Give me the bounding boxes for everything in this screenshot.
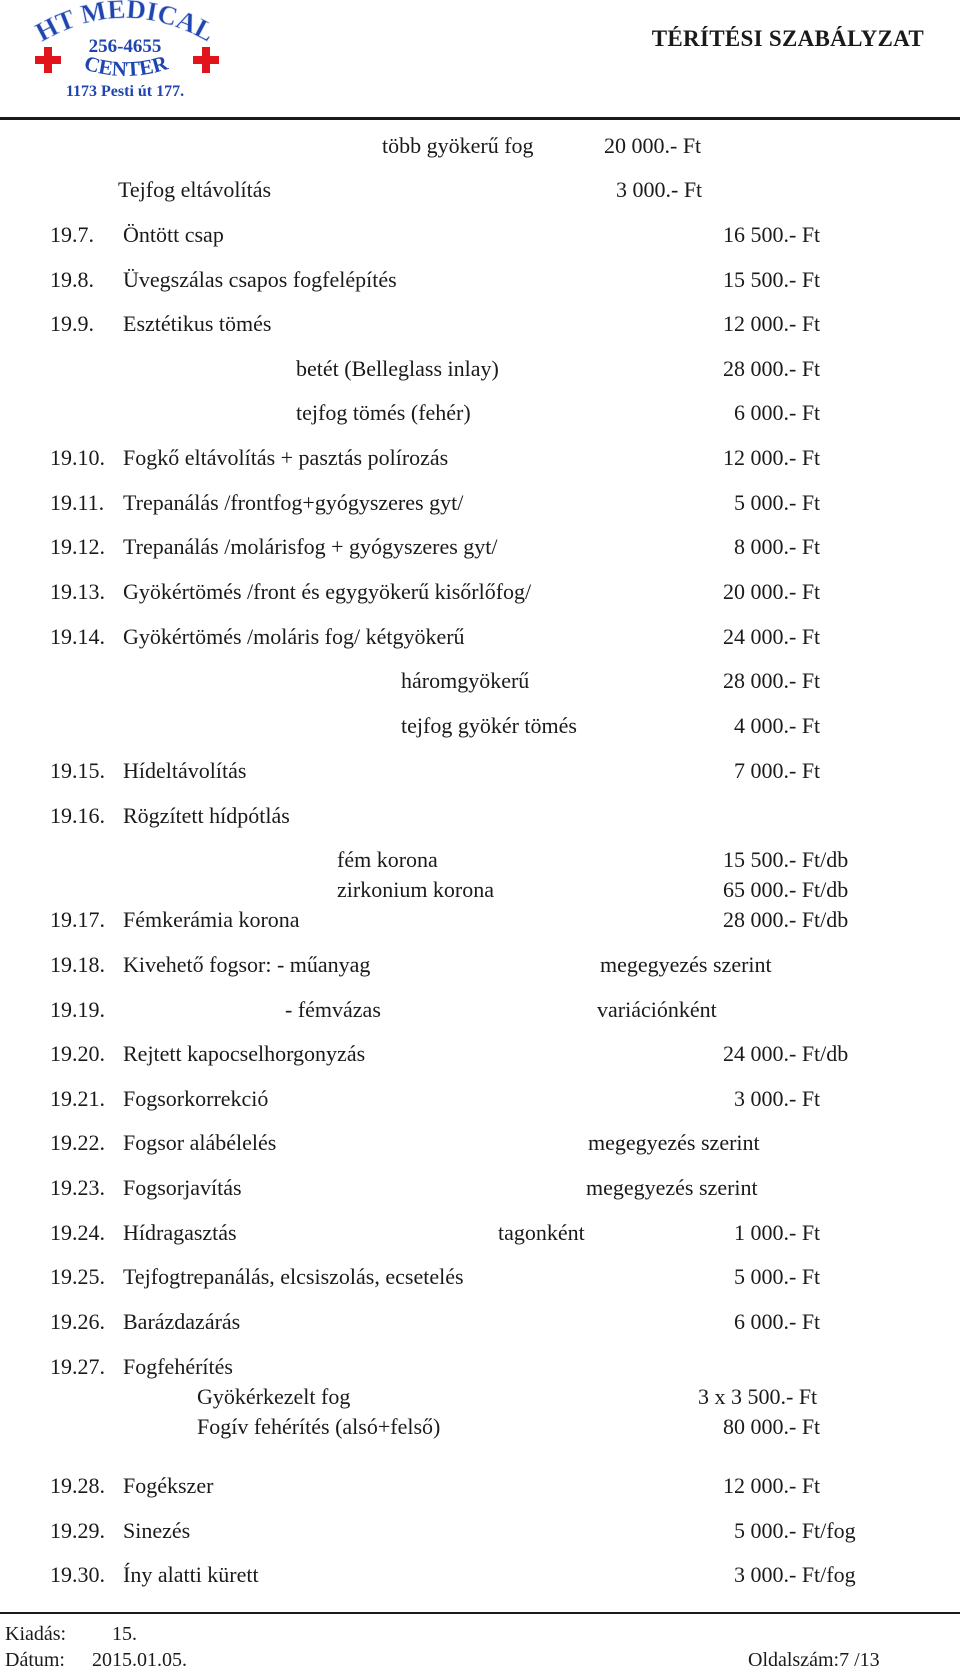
row-31-price: 12 000.- Ft [723, 1473, 821, 1498]
row-7-num: 19.10. [50, 445, 105, 470]
row-29-price: 3 x 3 500.- Ft [698, 1384, 818, 1409]
row-23-label: Fogsor alábélelés [123, 1130, 277, 1155]
row-5-price: 28 000.- Ft [723, 356, 821, 381]
row-5-sub: betét (Belleglass inlay) [296, 356, 499, 381]
row-0-price: 20 000.- Ft [604, 133, 702, 158]
row-16-sub: fém korona [337, 847, 438, 872]
row-13-sub: tejfog gyökér tömés [401, 713, 577, 738]
row-4-num: 19.9. [50, 311, 94, 336]
row-27-price: 6 000.- Ft [734, 1309, 821, 1334]
row-18-price: 28 000.- Ft/db [723, 907, 849, 932]
row-28-label: Fogfehérítés [123, 1354, 233, 1379]
row-3-num: 19.8. [50, 267, 94, 292]
row-7-label: Fogkő eltávolítás + pasztás polírozás [123, 445, 449, 470]
ht-medical-center-logo [30, 0, 220, 104]
row-18-label: Fémkerámia korona [123, 907, 300, 932]
row-24-price: megegyezés szerint [586, 1175, 758, 1200]
row-8-num: 19.11. [50, 490, 105, 515]
row-2-label: Öntött csap [123, 222, 224, 247]
row-8-label: Trepanálás /frontfog+gyógyszeres gyt/ [123, 490, 464, 515]
row-17-sub: zirkonium korona [337, 877, 495, 902]
row-19-num: 19.18. [50, 952, 105, 977]
footer-date-label: Dátum: [5, 1649, 65, 1671]
row-6-sub: tejfog tömés (fehér) [296, 400, 471, 425]
row-32-price: 5 000.- Ft/fog [734, 1518, 856, 1543]
footer-page-number: Oldalszám:7 /13 [748, 1649, 880, 1671]
row-22-num: 19.21. [50, 1086, 105, 1111]
row-27-label: Barázdazárás [123, 1309, 241, 1334]
row-12-sub: háromgyökerű [401, 668, 530, 693]
row-26-num: 19.25. [50, 1264, 105, 1289]
row-14-num: 19.15. [50, 758, 105, 783]
row-1-label: Tejfog eltávolítás [118, 177, 272, 202]
row-7-price: 12 000.- Ft [723, 445, 821, 470]
row-0-sub: több gyökerű fog [382, 133, 534, 158]
row-24-num: 19.23. [50, 1175, 105, 1200]
row-28-num: 19.27. [50, 1354, 105, 1379]
row-19-label: Kivehető fogsor: - műanyag [123, 952, 371, 977]
red-cross-icon-right [193, 47, 219, 73]
row-11-label: Gyökértömés /moláris fog/ kétgyökerű [123, 624, 465, 649]
row-6-price: 6 000.- Ft [734, 400, 821, 425]
row-33-price: 3 000.- Ft/fog [734, 1562, 856, 1587]
row-21-num: 19.20. [50, 1041, 105, 1066]
row-10-num: 19.13. [50, 579, 105, 604]
header-divider [0, 117, 960, 120]
document-title: TÉRÍTÉSI SZABÁLYZAT [651, 26, 924, 51]
row-23-price: megegyezés szerint [588, 1130, 760, 1155]
row-10-label: Gyökértömés /front és egygyökerű kisőrlőfog/ [123, 579, 532, 604]
row-25-sub: tagonként [498, 1220, 585, 1245]
footer-date-value: 2015.01.05. [92, 1649, 187, 1671]
row-4-label: Esztétikus tömés [123, 311, 272, 336]
row-21-price: 24 000.- Ft/db [723, 1041, 849, 1066]
row-11-num: 19.14. [50, 624, 105, 649]
row-30-price: 80 000.- Ft [723, 1414, 821, 1439]
row-23-num: 19.22. [50, 1130, 105, 1155]
row-31-label: Fogékszer [123, 1473, 214, 1498]
row-15-num: 19.16. [50, 803, 105, 828]
row-32-num: 19.29. [50, 1518, 105, 1543]
row-9-label: Trepanálás /molárisfog + gyógyszeres gyt/ [123, 534, 498, 559]
row-4-price: 12 000.- Ft [723, 311, 821, 336]
row-1-price: 3 000.- Ft [616, 177, 703, 202]
row-13-price: 4 000.- Ft [734, 713, 821, 738]
footer-divider [0, 1612, 960, 1614]
red-cross-icon-left [35, 47, 61, 73]
logo-brand-text: HT MEDICAL [30, 0, 220, 48]
row-33-num: 19.30. [50, 1562, 105, 1587]
row-19-price: megegyezés szerint [600, 952, 772, 977]
row-20-num: 19.19. [50, 997, 105, 1022]
logo-phone-text: 256-4655 [88, 36, 162, 57]
row-14-price: 7 000.- Ft [734, 758, 821, 783]
row-25-label: Hídragasztás [123, 1220, 237, 1245]
footer-issue-value: 15. [112, 1623, 137, 1645]
row-3-label: Üvegszálas csapos fogfelépítés [123, 267, 397, 292]
row-12-price: 28 000.- Ft [723, 668, 821, 693]
row-20-price: variációnként [597, 997, 717, 1022]
row-3-price: 15 500.- Ft [723, 267, 821, 292]
row-18-num: 19.17. [50, 907, 105, 932]
row-22-price: 3 000.- Ft [734, 1086, 821, 1111]
row-16-price: 15 500.- Ft/db [723, 847, 849, 872]
row-25-price: 1 000.- Ft [734, 1220, 821, 1245]
row-31-num: 19.28. [50, 1473, 105, 1498]
row-32-label: Sinezés [123, 1518, 191, 1543]
row-15-label: Rögzített hídpótlás [123, 803, 290, 828]
row-27-num: 19.26. [50, 1309, 105, 1334]
row-26-price: 5 000.- Ft [734, 1264, 821, 1289]
row-24-label: Fogsorjavítás [123, 1175, 242, 1200]
row-8-price: 5 000.- Ft [734, 490, 821, 515]
row-9-price: 8 000.- Ft [734, 534, 821, 559]
row-17-price: 65 000.- Ft/db [723, 877, 849, 902]
row-26-label: Tejfogtrepanálás, elcsiszolás, ecsetelés [123, 1264, 464, 1289]
row-22-label: Fogsorkorrekció [123, 1086, 269, 1111]
row-11-price: 24 000.- Ft [723, 624, 821, 649]
row-2-price: 16 500.- Ft [723, 222, 821, 247]
row-30-sub: Fogív fehérítés (alsó+felső) [197, 1414, 441, 1439]
row-14-label: Hídeltávolítás [123, 758, 247, 783]
row-9-num: 19.12. [50, 534, 105, 559]
row-20-label: - fémvázas [285, 997, 381, 1022]
logo-address-text: 1173 Pesti út 177. [65, 83, 185, 100]
row-21-label: Rejtett kapocselhorgonyzás [123, 1041, 366, 1066]
row-2-num: 19.7. [50, 222, 94, 247]
logo-center-text: CENTER [81, 50, 171, 82]
row-25-num: 19.24. [50, 1220, 105, 1245]
row-10-price: 20 000.- Ft [723, 579, 821, 604]
row-33-label: Íny alatti kürett [123, 1562, 259, 1587]
row-29-sub: Gyökérkezelt fog [197, 1384, 351, 1409]
footer-issue-label: Kiadás: [5, 1623, 67, 1645]
